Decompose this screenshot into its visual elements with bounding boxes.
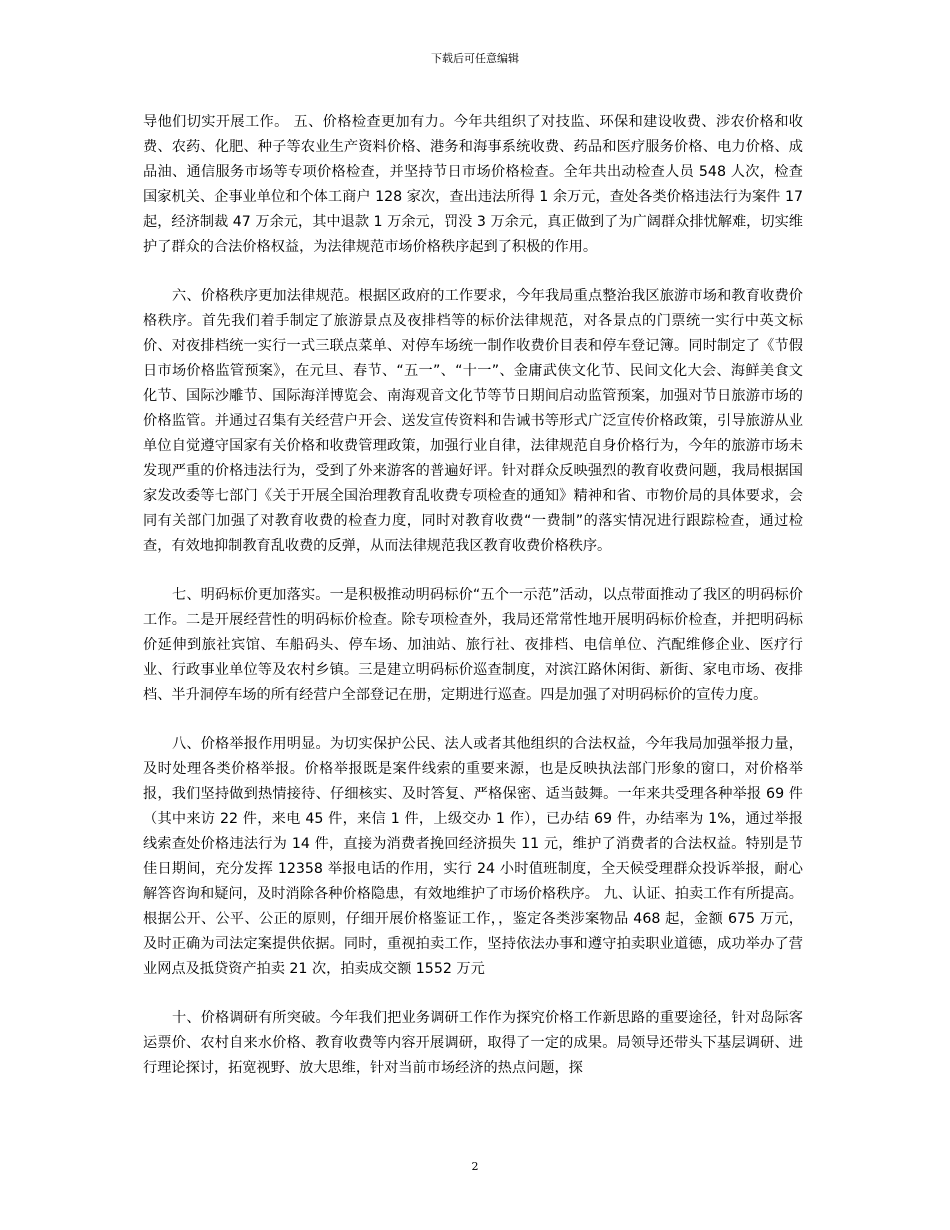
paragraph-6-price-order: 六、价格秩序更加法律规范。根据区政府的工作要求，今年我局重点整治我区旅游市场和教育收费价格秩序。首先我们着手制定了旅游景点及夜排档等的标价法律规范，对各景点的门票统一实行中英文标价、对夜排档统一实行一式三联点菜单、对停车场统一制作收费价目表和停车登记簿。同时制定了《节假日市场价格监管预案》，在元旦、春节、“五一”、“十一”、金庸武侠文化节、民间文化大会、海鲜美食文化节、国际沙雕节、国际海洋博览会、南海观音文化节等节日期间启动监管预案，加强对节日旅游市场的价格监管。并通过召集有关经营户开会、送发宣传资料和告诫书等形式广泛宣传价格政策，引导旅游从业单位自觉遵守国家有关价格和收费管理政策，加强行业自律，法律规范自身价格行为，今年的旅游市场未发现严重的价格违法行为，受到了外来游客的普遍好评。针对群众反映强烈的教育收费问题，我局根据国家发改委等七部门《关于开展全国治理教育乱收费专项检查的通知》精神和省、市物价局的具体要求，会同有关部门加强了对教育收费的检查力度，同时对教育收费“一费制”的落实情况进行跟踪检查，通过检查，有效地抑制教育乱收费的反弹，从而法律规范我区教育收费价格秩序。: [143, 288, 803, 554]
page-number: 2: [471, 1160, 479, 1173]
paragraph-7-price-marking: 七、明码标价更加落实。一是积极推动明码标价“五个一示范”活动，以点带面推动了我区的明码标价工作。二是开展经营性的明码标价检查。除专项检查外，我局还常常性地开展明码标价检查，并把明码标价延伸到旅社宾馆、车船码头、停车场、加油站、旅行社、夜排档、电信单位、汽配维修企业、医疗行业、行政事业单位等及农村乡镇。三是建立明码标价巡查制度，对滨江路休闲街、新街、家电市场、夜排档、半升洞停车场的所有经营户全部登记在册，定期进行巡查。四是加强了对明码标价的宣传力度。: [143, 587, 803, 703]
document-body: [143, 110, 803, 1105]
paragraph-10-price-research: 十、价格调研有所突破。今年我们把业务调研工作作为探究价格工作新思路的重要途径，针对岛际客运票价、农村自来水价格、教育收费等内容开展调研，取得了一定的成果。局领导还带头下基层调研、进行理论探讨，拓宽视野、放大思维，针对当前市场经济的热点问题，探: [143, 1010, 803, 1076]
paragraph-8-price-reporting: 八、价格举报作用明显。为切实保护公民、法人或者其他组织的合法权益，今年我局加强举报力量，及时处理各类价格举报。价格举报既是案件线索的重要来源，也是反映执法部门形象的窗口，对价格举报，我们坚持做到热情接待、仔细核实、及时答复、严格保密、适当鼓舞。一年来共受理各种举报 69 件（其中来访 22 件，来电 45 件，来信 1 件，上级交办 1 作），已办结 69 件，办结率为 1%，通过举报线索查处价格违法行为 14 件，直接为消费者挽回经济损失 11 元，维护了消费者的合法权益。特别是节佳日期间，充分发挥 12358 举报电话的作用，实行 24 小时值班制度，全天候受理群众投诉举报，耐心解答咨询和疑问，及时消除各种价格隐患，有效地维护了市场价格秩序。 九、认证、拍卖工作有所提高。根据公开、公平、公正的原则，仔细开展价格鉴证工作，，鉴定各类涉案物品 468 起，金额 675 万元，及时正确为司法定案提供依据。同时，重视拍卖工作，坚持依法办事和遵守拍卖职业道德，成功举办了营业网点及抵贷资产拍卖 21 次，拍卖成交额 1552 万元: [143, 736, 803, 977]
page-header: 下载后可任意编辑: [431, 52, 519, 65]
paragraph-5-price-inspection: 导他们切实开展工作。 五、价格检查更加有力。今年共组织了对技监、环保和建设收费、涉农价格和收费、农药、化肥、种子等农业生产资料价格、港务和海事系统收费、药品和医疗服务价格、电力价格、成品油、通信服务市场等专项价格检查，并坚持节日市场价格检查。全年共出动检查人员 548 人次，检查国家机关、企事业单位和个体工商户 128 家次，查出违法所得 1 余万元，查处各类价格违法行为案件 17 起，经济制裁 47 万余元，其中退款 1 万余元，罚没 3 万余元，真正做到了为广阔群众排忧解难，切实维护了群众的合法价格权益，为法律规范市场价格秩序起到了积极的作用。: [143, 114, 803, 255]
